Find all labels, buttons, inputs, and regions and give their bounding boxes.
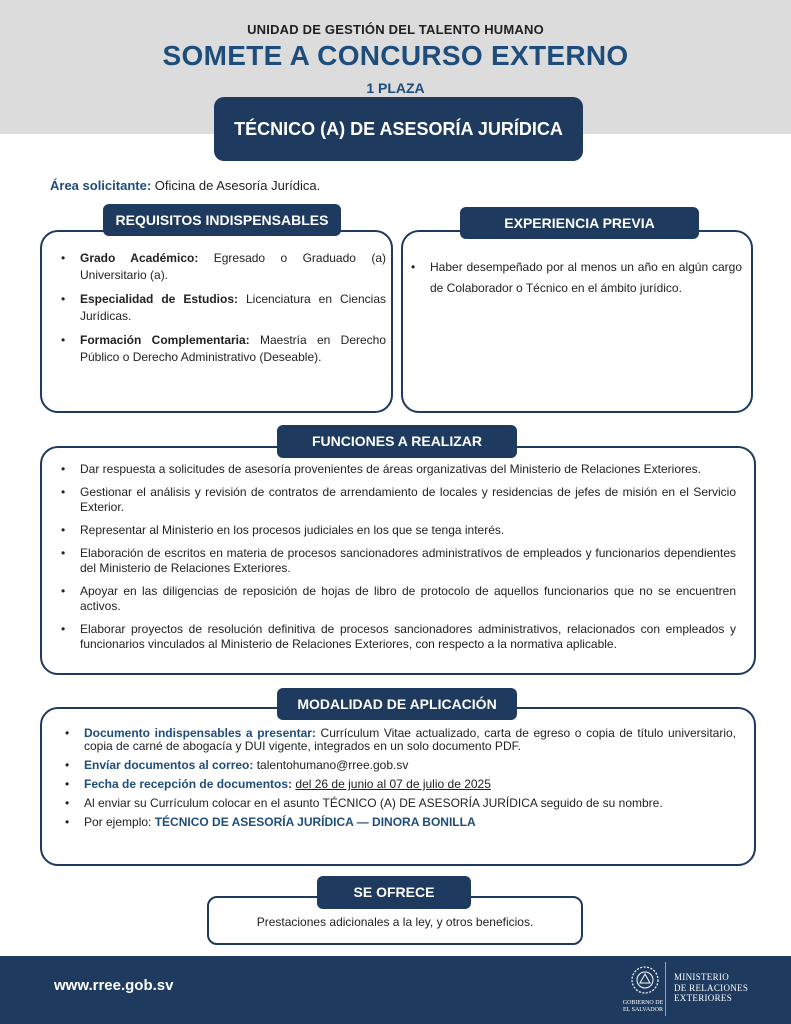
list-item (56, 622, 736, 652)
bullet-icon: • (61, 333, 66, 347)
bullet-icon: • (61, 546, 66, 560)
list-item (56, 546, 736, 576)
documents-text: Currículum Vitae actualizado, carta de egreso o copia de título universitario, copia de carné de abogacía y DUI vigente, integrados en un solo documento PDF. (84, 726, 736, 753)
item-text: Gestionar el análisis y revisión de contratos de arrendamiento de locales y residencias de jefes de misión en el Servicio Exterior. (80, 485, 736, 514)
ministry-name (674, 972, 748, 1004)
bullet-icon: • (61, 292, 66, 306)
item-text: Dar respuesta a solicitudes de asesoría provenientes de áreas organizativas del Ministerio de Relaciones Exteriores. (80, 462, 701, 476)
seal-caption-line: GOBIERNO DE (622, 1000, 664, 1006)
footer-divider (665, 962, 666, 1016)
bullet-icon: • (61, 485, 66, 499)
bullet-icon: • (411, 260, 416, 274)
example-label: Por ejemplo: (84, 815, 155, 829)
website-link[interactable]: www.rree.gob.sv (54, 977, 174, 994)
application-heading: MODALIDAD DE APLICACIÓN (277, 688, 517, 720)
bullet-icon: • (61, 523, 66, 537)
bullet-icon: • (65, 726, 70, 740)
item-text: Elaborar proyectos de resolución definitiva de procesos sancionadores administrativos, relacionados con empleados y funcionarios vinculados al Ministerio de Relaciones Exteriores, con respecto a la normativa aplicable. (80, 622, 736, 651)
item-label: Especialidad de Estudios: (80, 292, 238, 306)
item-text: Representar al Ministerio en los procesos judiciales en los que se tenga interés. (80, 523, 505, 537)
list-item (56, 584, 736, 614)
functions-heading: FUNCIONES A REALIZAR (277, 425, 517, 458)
list-item (60, 727, 736, 753)
job-title-banner: TÉCNICO (A) DE ASESORÍA JURÍDICA (214, 97, 583, 161)
requirements-list (56, 250, 386, 373)
list-item (56, 291, 386, 325)
email-address[interactable]: talentohumano@rree.gob.sv (253, 758, 409, 772)
item-label: Grado Académico: (80, 251, 199, 265)
subject-text: Al enviar su Currículum colocar en el asunto TÉCNICO (A) DE ASESORÍA JURÍDICA seguido de su nombre. (84, 796, 663, 810)
item-label: Formación Complementaria: (80, 333, 250, 347)
bullet-icon: • (61, 251, 66, 265)
item-text: Haber desempeñado por al menos un año en algún cargo de Colaborador o Técnico en el ámbito jurídico. (430, 260, 742, 295)
footer (0, 956, 791, 1024)
experience-heading: EXPERIENCIA PREVIA (460, 207, 699, 239)
dates-value: del 26 de junio al 07 de julio de 2025 (295, 777, 491, 791)
offer-text: Prestaciones adicionales a la ley, y otros beneficios. (256, 915, 534, 929)
ministry-line: EXTERIORES (674, 993, 732, 1003)
offer-heading: SE OFRECE (317, 876, 471, 909)
ministry-line: DE RELACIONES (674, 982, 749, 993)
bullet-icon: • (65, 777, 70, 791)
bullet-icon: • (61, 622, 66, 636)
list-item (56, 485, 736, 515)
experience-list (406, 257, 742, 299)
list-item (60, 778, 736, 791)
bullet-icon: • (65, 758, 70, 772)
requesting-area-value: Oficina de Asesoría Jurídica. (151, 178, 321, 193)
list-item (60, 816, 736, 829)
list-item (406, 257, 742, 299)
unit-name: UNIDAD DE GESTIÓN DEL TALENTO HUMANO (247, 22, 544, 37)
documents-label: Documento indispensables a presentar: (84, 726, 316, 740)
item-text: Apoyar en las diligencias de reposición de hojas de libro de protocolo de aquellos funcionarios que no se encuentren activos. (80, 584, 736, 613)
item-text: Maestría en Derecho Público o Derecho Administrativo (Deseable). (80, 333, 387, 364)
dates-label: Fecha de recepción de documentos: (84, 777, 293, 791)
list-item (56, 332, 386, 366)
list-item (56, 462, 736, 477)
example-value: TÉCNICO DE ASESORÍA JURÍDICA — DINORA BONILLA (154, 815, 476, 829)
requirements-heading: REQUISITOS INDISPENSABLES (103, 204, 341, 236)
list-item (56, 250, 386, 284)
seal-caption (614, 1000, 672, 1014)
list-item (60, 797, 736, 810)
requesting-area (50, 178, 320, 193)
bullet-icon: • (61, 462, 66, 476)
list-item (56, 523, 736, 538)
bullet-icon: • (61, 584, 66, 598)
item-text: Licenciatura en Ciencias Jurídicas. (80, 292, 386, 323)
bullet-icon: • (65, 815, 70, 829)
positions-count: 1 PLAZA (366, 80, 425, 96)
item-text: Egresado o Graduado (a) Universitario (a). (80, 251, 387, 282)
email-label: Envíar documentos al correo: (84, 758, 254, 772)
application-list (60, 727, 736, 835)
requesting-area-label: Área solicitante: (50, 178, 152, 193)
functions-list (56, 462, 736, 660)
ministry-line: MINISTERIO (674, 972, 729, 982)
bullet-icon: • (65, 796, 70, 810)
seal-caption-line: EL SALVADOR (623, 1007, 663, 1013)
item-text: Elaboración de escritos en materia de procesos sancionadores administrativos de empleados y funcionarios dependientes del Ministerio de Relaciones Exteriores. (80, 546, 736, 575)
list-item (60, 759, 736, 772)
page-title: SOMETE A CONCURSO EXTERNO (162, 40, 629, 71)
